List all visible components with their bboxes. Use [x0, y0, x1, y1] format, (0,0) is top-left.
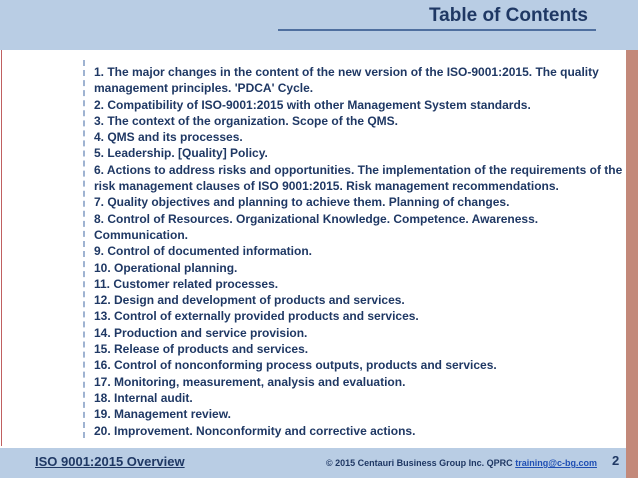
- right-accent-band: [626, 0, 638, 478]
- toc-item-8: 8. Control of Resources. Organizational Knowledge. Competence. Awareness. Communication.: [94, 211, 539, 242]
- title-underline: [278, 29, 596, 31]
- footer-copyright: [326, 458, 597, 468]
- toc-item-12: 12. Design and development of products and services.: [94, 293, 405, 308]
- toc-item-9: 9. Control of documented information.: [94, 244, 312, 259]
- toc-item-14: 14. Production and service provision.: [94, 325, 308, 340]
- toc-item-16: 16. Control of nonconforming process outputs, products and services.: [94, 358, 497, 373]
- toc-item-7: 7. Quality objectives and planning to achieve them. Planning of changes.: [94, 195, 510, 210]
- toc-item-11: 11. Customer related processes.: [94, 276, 279, 291]
- toc-item-3: 3. The context of the organization. Scope of the QMS.: [94, 113, 399, 128]
- toc-item-6: 6. Actions to address risks and opportunities. The implementation of the requirements of the risk management clauses of ISO 9001:2015. Risk management recommendations.: [94, 162, 623, 194]
- email-link[interactable]: training@c-bg.com: [515, 458, 597, 468]
- toc-item-2: 2. Compatibility of ISO-9001:2015 with other Management System standards.: [94, 97, 531, 112]
- toc-item-5: 5. Leadership. [Quality] Policy.: [94, 146, 268, 161]
- copyright-text: © 2015 Centauri Business Group Inc. QPRC: [326, 458, 513, 468]
- toc-item-20: 20. Improvement. Nonconformity and corrective actions.: [94, 423, 416, 438]
- toc-list: [94, 64, 624, 439]
- page-title: Table of Contents: [428, 5, 588, 26]
- toc-item-15: 15. Release of products and services.: [94, 342, 309, 357]
- footer-title: ISO 9001:2015 Overview: [35, 454, 185, 469]
- toc-item-19: 19. Management review.: [94, 407, 231, 422]
- toc-item-1: 1. The major changes in the content of the new version of the ISO-9001:2015. The quality management principles. 'PDCA' Cycle.: [94, 65, 599, 96]
- right-band-top: [626, 0, 638, 50]
- toc-dashed-rule: [83, 60, 85, 438]
- toc-item-17: 17. Monitoring, measurement, analysis and evaluation.: [94, 374, 406, 389]
- toc-item-4: 4. QMS and its processes.: [94, 130, 243, 145]
- toc-item-10: 10. Operational planning.: [94, 260, 238, 275]
- left-edge-line: [1, 50, 2, 446]
- toc-item-18: 18. Internal audit.: [94, 390, 193, 405]
- toc-item-13: 13. Control of externally provided products and services.: [94, 309, 419, 324]
- page-number: 2: [612, 453, 620, 468]
